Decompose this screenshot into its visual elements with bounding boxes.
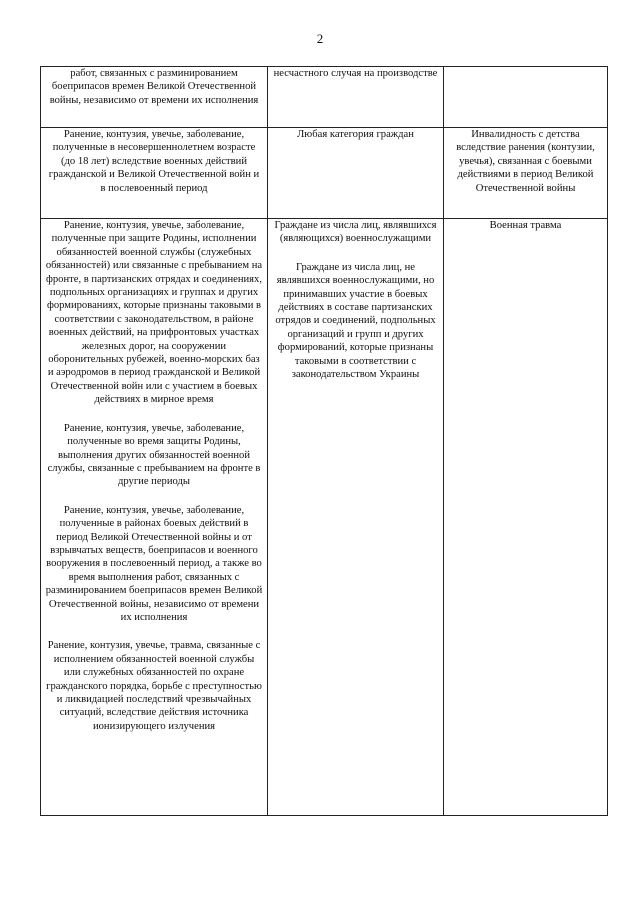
table-row <box>41 219 608 816</box>
table-row <box>41 128 608 219</box>
cell-text: Граждане из числа лиц, не являвшихся военнослужащими, но принимавших участие в боевых действиях в составе партизанских отрядов и соединений, подпольных организаций и групп и других формирований, которые признаны таковыми в соответствии с законодательством Украины <box>275 261 436 381</box>
cell-text: Ранение, контузия, увечье, заболевание, полученные во время защиты Родины, выполнения других обязанностей военной службы, связанные с пребыванием на фронте в другие периоды <box>47 422 261 488</box>
table-cell-cause <box>41 128 268 219</box>
table-cell-cause <box>41 67 268 128</box>
table-row <box>41 67 608 128</box>
cell-text: несчастного случая на производстве <box>273 68 438 79</box>
table-cell-category <box>268 67 444 128</box>
table-cell-cause <box>41 219 268 816</box>
table-cell-category <box>268 219 444 816</box>
cell-text: Любая категория граждан <box>297 129 414 140</box>
table-cell-category <box>268 128 444 219</box>
cell-text: Военная травма <box>489 220 562 231</box>
cell-text: Ранение, контузия, увечье, заболевание, полученные в районах боевых действий в период Великой Отечественной войны и от взрывчатых веществ, боеприпасов и военного вооружения в послевоенный период, а также во время выполнения работ, связанных с разминированием боеприпасов времен Великой Отечественной войны, независимо от времени их исполнения <box>45 504 263 623</box>
disability-causes-table <box>40 66 608 816</box>
table-cell-result <box>444 219 608 816</box>
cell-text: Инвалидность с детства вследствие ранения (контузии, увечья), связанная с боевыми действиями в период Великой Отечественной войны <box>456 129 595 194</box>
cell-text: Граждане из числа лиц, являвшихся (являющихся) военнослужащими <box>274 220 437 245</box>
cell-text: Ранение, контузия, увечье, заболевание, полученные в несовершеннолетнем возрасте (до 18 лет) вследствие военных действий гражданской и Великой Отечественной войн и в послевоенный период <box>48 129 260 194</box>
page-number: 2 <box>316 31 324 46</box>
table-cell-result <box>444 128 608 219</box>
table-cell-result <box>444 67 608 128</box>
cell-text: работ, связанных с разминированием боеприпасов времен Великой Отечественной войны, независимо от времени их исполнения <box>49 68 259 106</box>
cell-text: Ранение, контузия, увечье, травма, связанные с исполнением обязанностей военной службы или служебных обязанностей по охране гражданского порядка, борьбе с преступностью и ликвидацией последствий чрезвычайных ситуаций, вследствие действия источника ионизирующего излучения <box>46 640 262 732</box>
cell-text: Ранение, контузия, увечье, заболевание, полученные при защите Родины, исполнении обязанностей военной службы (служебных обязанностей) или связанные с пребыванием на фронте, в партизанских отрядах и соединениях, подпольных организациях и группах и других формированиях, которые признаны таковыми в соответствии с законодательством, в районе военных действий, на прифронтовых участках железных дорог, на сооружении оборонительных рубежей, военно-морских баз и аэродромов в период гражданской и Великой Отечественной войн или с участием в боевых действиях в мирное время <box>45 220 263 406</box>
